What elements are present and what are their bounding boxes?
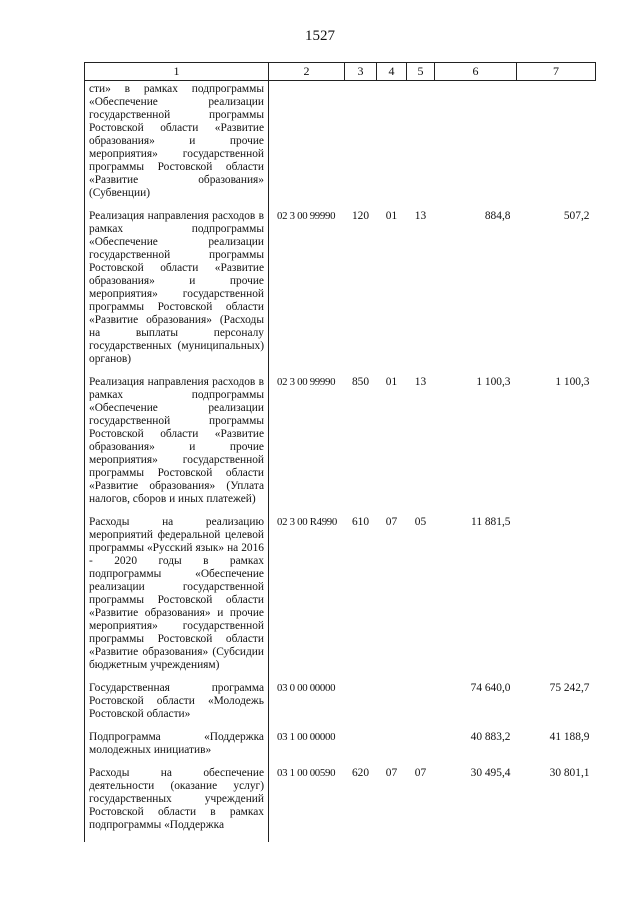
column-header-3: 3 [345, 63, 377, 81]
row-vr: 610 [351, 516, 370, 528]
row-code: 02 3 00 99990 [277, 210, 336, 222]
row-amount-1: 74 640,0 [470, 682, 511, 694]
row-amount-1: 11 881,5 [471, 516, 511, 528]
row-code: 02 3 00 99990 [277, 376, 336, 388]
row-name: Подпрограмма «Поддержка молодежных инициатив» [85, 731, 269, 767]
row-vr [345, 682, 377, 731]
table-header-row [85, 63, 596, 81]
table-row [85, 516, 596, 682]
row-rz: 07 [385, 516, 398, 528]
column-header-6: 6 [435, 63, 517, 81]
row-vr: 120 [351, 210, 370, 222]
row-name: Реализация направления расходов в рамках подпрограммы «Обеспечение реализации государственной программы Ростовской области «Развитие образования» и прочие мероприятия» государственной программы Ростовской области «Развитие образования» (Расходы на выплаты персоналу государственных (муниципальных) органов) [85, 210, 269, 376]
row-name: Расходы на обеспечение деятельности (оказание услуг) государственных учреждений Ростовской области в рамках подпрограммы «Поддержка [85, 767, 269, 842]
row-vr: 850 [351, 376, 370, 388]
column-header-5: 5 [407, 63, 435, 81]
row-vr: 620 [351, 767, 370, 779]
row-code [269, 81, 345, 211]
row-amount-1: 40 883,2 [470, 731, 511, 743]
column-header-1: 1 [85, 63, 269, 81]
page-number: 1527 [305, 28, 335, 44]
row-pr [407, 81, 435, 211]
row-pr: 07 [414, 767, 427, 779]
row-code: 03 1 00 00000 [277, 731, 336, 743]
row-code: 03 1 00 00590 [277, 767, 336, 779]
row-rz [377, 81, 407, 211]
row-amount-1: 884,8 [484, 210, 511, 222]
row-pr [407, 731, 435, 767]
table-row [85, 731, 596, 767]
row-amount-2: 507,2 [563, 210, 590, 222]
table-row [85, 376, 596, 516]
row-code: 03 0 00 00000 [277, 682, 336, 694]
row-rz [377, 682, 407, 731]
row-pr: 05 [414, 516, 427, 528]
column-header-4: 4 [377, 63, 407, 81]
row-name: Реализация направления расходов в рамках подпрограммы «Обеспечение реализации государственной программы Ростовской области «Развитие образования» и прочие мероприятия» государственной программы Ростовской области «Развитие образования» (Уплата налогов, сборов и иных платежей) [85, 376, 269, 516]
row-amount-2 [517, 81, 596, 211]
row-name: Государственная программа Ростовской области «Молодежь Ростовской области» [85, 682, 269, 731]
row-pr: 13 [414, 210, 427, 222]
row-vr [345, 81, 377, 211]
row-amount-1: 30 495,4 [470, 767, 511, 779]
row-rz: 07 [385, 767, 398, 779]
row-amount-1 [435, 81, 517, 211]
budget-table [84, 62, 596, 842]
row-amount-2: 1 100,3 [555, 376, 590, 388]
row-vr [345, 731, 377, 767]
row-rz: 01 [385, 210, 398, 222]
row-rz [377, 731, 407, 767]
row-name: сти» в рамках подпрограммы «Обеспечение реализации государственной программы Ростовской области «Развитие образования» и прочие мероприятия» государственной программы Ростовской области «Развитие образования» (Субвенции) [85, 81, 269, 211]
row-amount-2: 30 801,1 [549, 767, 590, 779]
row-pr: 13 [414, 376, 427, 388]
row-amount-2 [517, 516, 596, 682]
column-header-7: 7 [517, 63, 596, 81]
row-amount-2: 41 188,9 [549, 731, 590, 743]
table-row [85, 81, 596, 211]
row-name: Расходы на реализацию мероприятий федеральной целевой программы «Русский язык» на 2016 - 2020 годы в рамках подпрограммы «Обеспечение реализации государственной программы Ростовской области «Развитие образования» и прочие мероприятия» государственной программы Ростовской области «Развитие образования» (Субсидии бюджетным учреждениям) [85, 516, 269, 682]
table-row [85, 682, 596, 731]
row-amount-2: 75 242,7 [549, 682, 590, 694]
row-code: 02 3 00 R4990 [277, 516, 337, 528]
row-amount-1: 1 100,3 [476, 376, 511, 388]
column-header-2: 2 [269, 63, 345, 81]
table-row [85, 210, 596, 376]
row-pr [407, 682, 435, 731]
row-rz: 01 [385, 376, 398, 388]
table-row [85, 767, 596, 842]
